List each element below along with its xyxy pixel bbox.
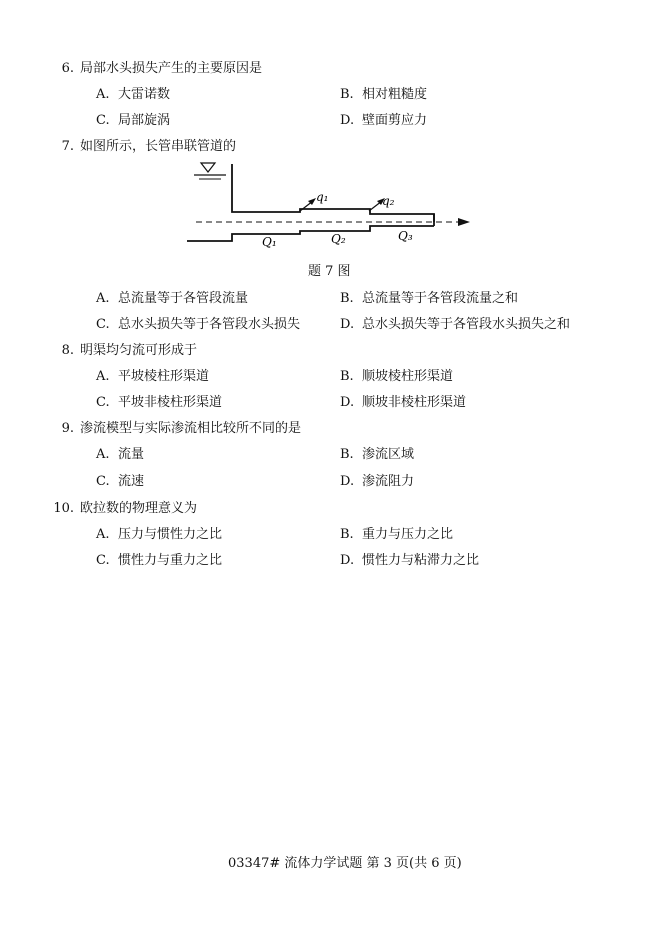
option-letter: D. (340, 317, 355, 332)
option-letter: C. (96, 113, 110, 128)
option-text: 渗流阻力 (362, 474, 415, 489)
option-letter: D. (340, 395, 355, 410)
question-number: 6. (61, 61, 74, 76)
option-text: 总流量等于各管段流量 (118, 291, 249, 306)
option-letter: C. (96, 395, 110, 410)
option-10a (96, 527, 222, 543)
flow-arrow (458, 218, 470, 226)
option-text: 壁面剪应力 (362, 113, 428, 128)
option-9b (340, 447, 414, 463)
option-letter: B. (340, 291, 354, 306)
option-8b (340, 369, 453, 385)
option-letter: D. (340, 113, 355, 128)
option-text: 大雷诺数 (118, 87, 171, 102)
option-letter: B. (340, 527, 354, 542)
option-text: 惯性力与重力之比 (118, 553, 223, 568)
label-Q2: Q₂ (331, 232, 346, 246)
question-number: 10. (53, 501, 74, 516)
option-7c (96, 317, 300, 333)
option-letter: D. (340, 474, 355, 489)
label-Q1: Q₁ (262, 235, 277, 249)
option-text: 惯性力与粘滞力之比 (362, 553, 480, 568)
option-letter: A. (96, 369, 110, 384)
option-9a (96, 447, 144, 463)
option-letter: C. (96, 474, 110, 489)
option-letter: C. (96, 317, 110, 332)
option-text: 顺坡非棱柱形渠道 (362, 395, 467, 410)
page-footer: 03347# 流体力学试题 第 3 页(共 6 页) (228, 856, 462, 871)
option-7a (96, 291, 248, 307)
option-text: 平坡非棱柱形渠道 (118, 395, 223, 410)
option-text: 平坡棱柱形渠道 (118, 369, 210, 384)
question-number: 9. (61, 421, 74, 436)
question-text: 如图所示，长管串联管道的 (80, 139, 237, 154)
option-7b (340, 291, 518, 307)
option-text: 流量 (118, 447, 145, 462)
option-7d (340, 317, 570, 333)
option-10c (96, 553, 222, 569)
option-letter: C. (96, 553, 110, 568)
option-letter: B. (340, 369, 354, 384)
label-q2: q₂ (382, 194, 395, 208)
option-text: 总水头损失等于各管段水头损失 (118, 317, 301, 332)
option-10b (340, 527, 453, 543)
water-level-symbol (194, 163, 226, 179)
option-9c (96, 474, 144, 490)
option-8a (96, 369, 209, 385)
question-text: 局部水头损失产生的主要原因是 (80, 61, 263, 76)
option-text: 渗流区域 (362, 447, 415, 462)
option-9d (340, 474, 414, 490)
option-letter: B. (340, 447, 354, 462)
option-text: 重力与压力之比 (362, 527, 454, 542)
option-letter: A. (96, 447, 110, 462)
option-letter: D. (340, 553, 355, 568)
option-letter: A. (96, 87, 110, 102)
option-text: 压力与惯性力之比 (118, 527, 223, 542)
option-letter: B. (340, 87, 354, 102)
option-text: 相对粗糙度 (362, 87, 428, 102)
option-letter: A. (96, 291, 110, 306)
question-9-stem (52, 421, 301, 437)
question-10-stem (52, 501, 197, 517)
option-10d (340, 553, 479, 569)
option-text: 总水头损失等于各管段水头损失之和 (362, 317, 571, 332)
option-text: 局部旋涡 (118, 113, 171, 128)
question-text: 渗流模型与实际渗流相比较所不同的是 (80, 421, 302, 436)
question-number: 8. (61, 343, 74, 358)
option-text: 总流量等于各管段流量之和 (362, 291, 519, 306)
question-number: 7. (61, 139, 74, 154)
option-text: 流速 (118, 474, 145, 489)
figure-caption: 题 7 图 (308, 264, 351, 279)
question-text: 明渠均匀流可形成于 (80, 343, 198, 358)
option-8d (340, 395, 466, 411)
question-8-stem (52, 343, 197, 359)
option-8c (96, 395, 222, 411)
option-text: 顺坡棱柱形渠道 (362, 369, 454, 384)
question-text: 欧拉数的物理意义为 (80, 501, 198, 516)
option-letter: A. (96, 527, 110, 542)
label-Q3: Q₃ (398, 229, 413, 243)
label-q1: q₁ (316, 190, 329, 204)
